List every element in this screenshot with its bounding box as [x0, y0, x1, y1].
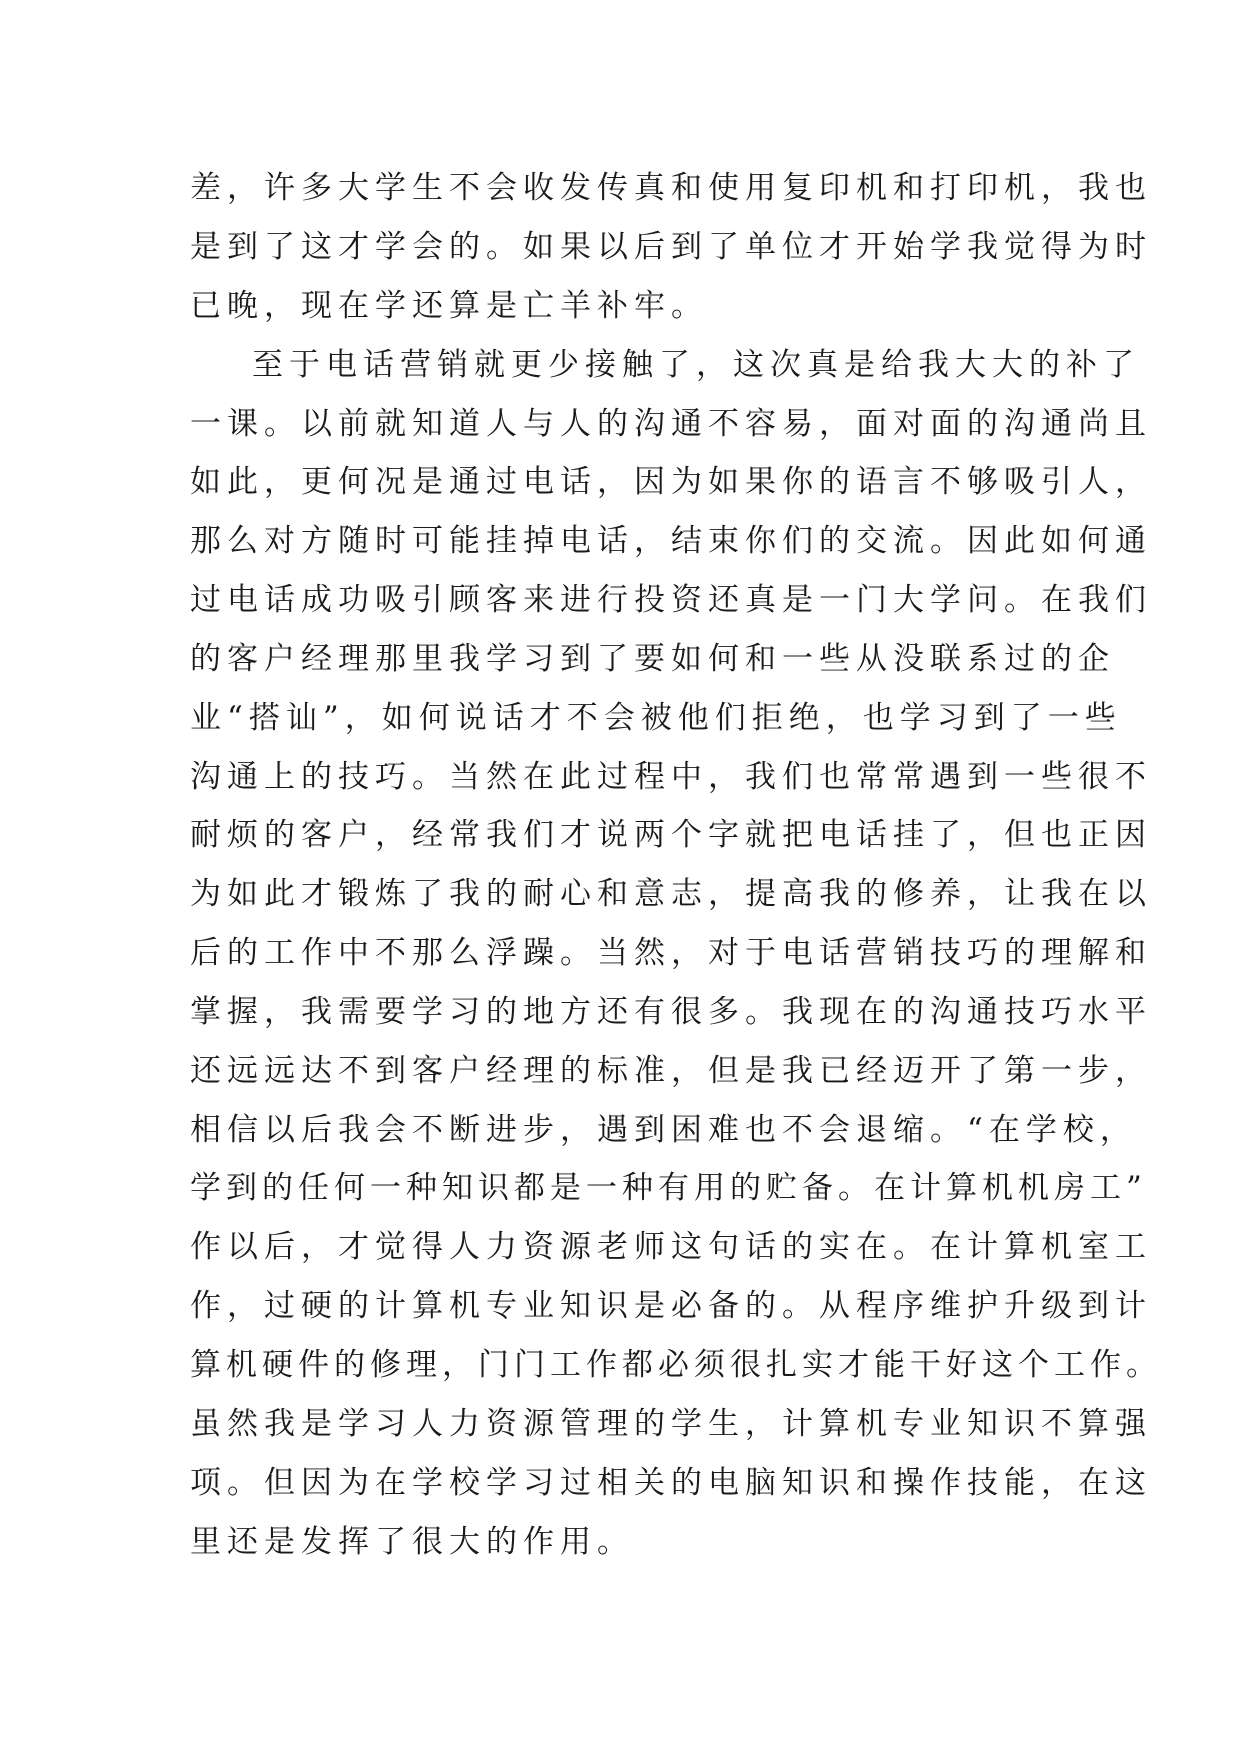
text-line: 差，许多大学生不会收发传真和使用复印机和打印机，我也: [190, 170, 1152, 206]
text-line: 作以后，才觉得人力资源老师这句话的实在。在计算机室工: [190, 1229, 1152, 1265]
paragraph-first-line: 至于电话营销就更少接触了，这次真是给我大大的补了: [252, 347, 1140, 383]
text-line: 虽然我是学习人力资源管理的学生，计算机专业知识不算强: [190, 1406, 1152, 1442]
text-line: 为如此才锻炼了我的耐心和意志，提高我的修养，让我在以: [190, 876, 1152, 912]
text-line: 算机硬件的修理，门门工作都必须很扎实才能干好这个工作。: [190, 1347, 1162, 1383]
text-line: 沟通上的技巧。当然在此过程中，我们也常常遇到一些很不: [190, 759, 1152, 795]
text-line: 项。但因为在学校学习过相关的电脑知识和操作技能，在这: [190, 1465, 1152, 1501]
text-line: 业“搭讪”，如何说话才不会被他们拒绝，也学习到了一些: [190, 700, 1122, 736]
text-line: 是到了这才学会的。如果以后到了单位才开始学我觉得为时: [190, 229, 1152, 265]
text-line: 里还是发挥了很大的作用。: [190, 1524, 634, 1560]
text-line: 的客户经理那里我学习到了要如何和一些从没联系过的企: [190, 641, 1115, 677]
text-line: 过电话成功吸引顾客来进行投资还真是一门大学问。在我们: [190, 582, 1152, 618]
text-line: 那么对方随时可能挂掉电话，结束你们的交流。因此如何通: [190, 523, 1152, 559]
text-line: 学到的任何一种知识都是一种有用的贮备。在计算机机房工”: [190, 1170, 1147, 1206]
text-line: 已晚，现在学还算是亡羊补牢。: [190, 288, 708, 324]
text-line: 作，过硬的计算机专业知识是必备的。从程序维护升级到计: [190, 1288, 1152, 1324]
text-line: 还远远达不到客户经理的标准，但是我已经迈开了第一步，: [190, 1053, 1152, 1089]
text-line: 耐烦的客户，经常我们才说两个字就把电话挂了，但也正因: [190, 817, 1152, 853]
text-line: 后的工作中不那么浮躁。当然，对于电话营销技巧的理解和: [190, 935, 1152, 971]
text-line: 一课。以前就知道人与人的沟通不容易，面对面的沟通尚且: [190, 406, 1152, 442]
text-line: 掌握，我需要学习的地方还有很多。我现在的沟通技巧水平: [190, 994, 1152, 1030]
text-line: 如此，更何况是通过电话，因为如果你的语言不够吸引人，: [190, 464, 1152, 500]
text-line: 相信以后我会不断进步，遇到困难也不会退缩。“在学校，: [190, 1112, 1137, 1148]
